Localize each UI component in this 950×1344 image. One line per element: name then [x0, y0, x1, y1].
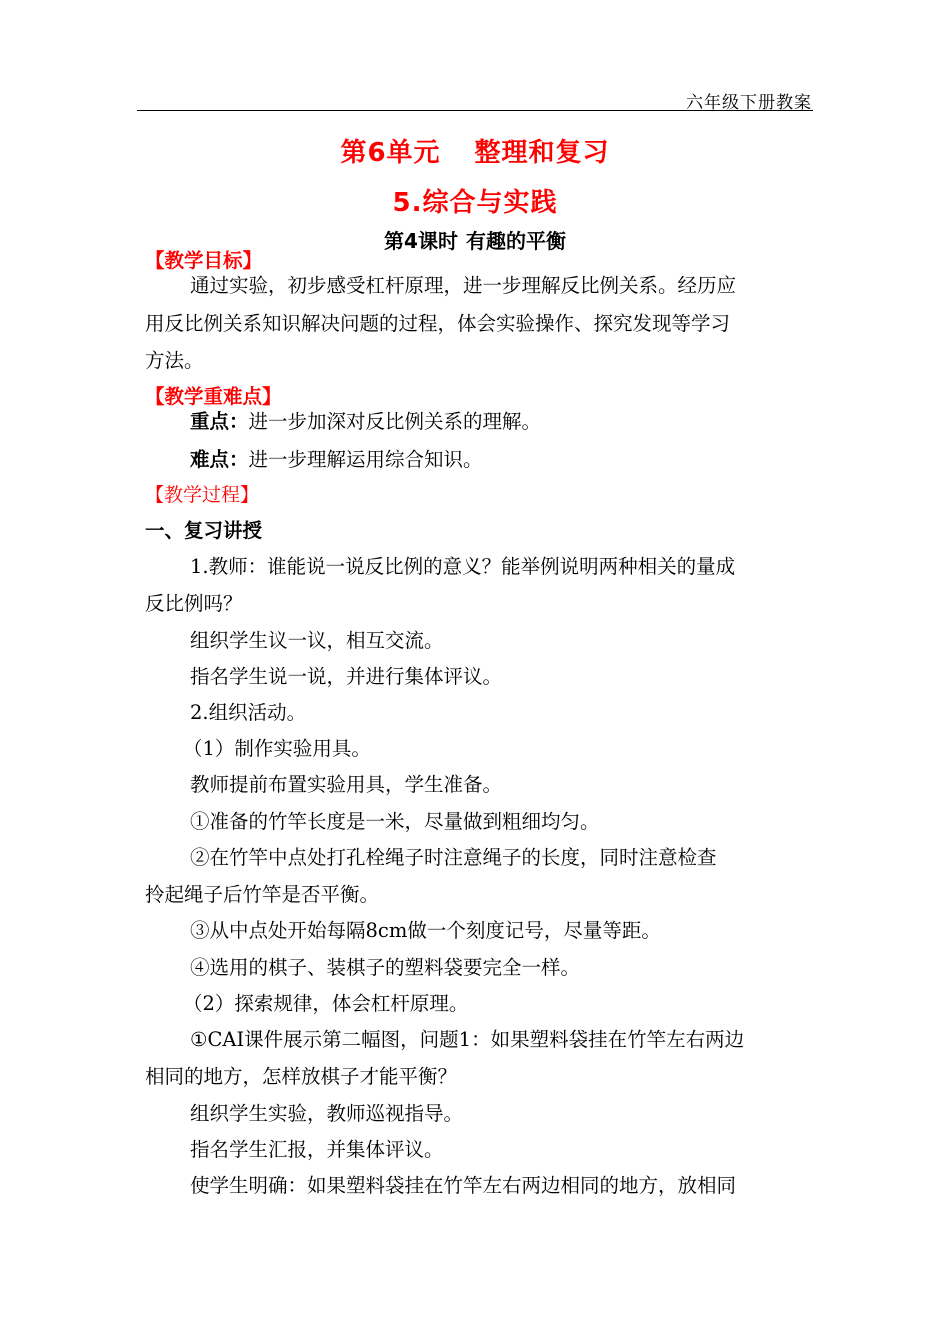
process-line: 拎起绳子后竹竿是否平衡。 — [145, 883, 380, 906]
difficulty-point — [190, 450, 815, 470]
header-label: 六年级下册教案 — [686, 93, 812, 113]
difficulty-label: 难点： — [190, 448, 249, 471]
unit-name: 整理和复习 — [474, 138, 610, 168]
process-line: ④选用的棋子、装棋子的塑料袋要完全一样。 — [190, 956, 581, 979]
process-line: 指名学生汇报，并集体评议。 — [190, 1138, 444, 1161]
lesson-number: 第4课时 — [384, 229, 458, 253]
process-line: （2）探索规律，体会杠杆原理。 — [183, 992, 469, 1015]
focus-text: 进一步加深对反比例关系的理解。 — [248, 410, 542, 433]
objectives-heading: 【教学目标】 — [145, 249, 263, 272]
process-line: ①CAI课件展示第二幅图，问题1：如果塑料袋挂在竹竿左右两边 — [190, 1028, 745, 1051]
process-line: 使学生明确：如果塑料袋挂在竹竿左右两边相同的地方，放相同 — [190, 1174, 737, 1197]
key-points-heading: 【教学重难点】 — [145, 385, 282, 408]
process-line: ③从中点处开始每隔8cm做一个刻度记号，尽量等距。 — [190, 919, 661, 942]
process-line: 指名学生说一说，并进行集体评议。 — [190, 665, 503, 688]
process-line: 组织学生议一议，相互交流。 — [190, 629, 444, 652]
focus-point — [190, 412, 815, 432]
focus-label: 重点： — [190, 410, 249, 433]
objectives-line: 用反比例关系知识解决问题的过程，体会实验操作、探究发现等学习 — [145, 312, 731, 335]
header-divider — [137, 110, 813, 111]
part1-heading: 一、复习讲授 — [145, 519, 263, 542]
section-title: 5.综合与实践 — [392, 188, 558, 218]
process-line: 2.组织活动。 — [190, 701, 307, 724]
unit-number: 第6单元 — [340, 138, 441, 168]
process-heading: 【教学过程】 — [145, 484, 260, 506]
lesson-title — [0, 225, 950, 254]
process-line: ②在竹竿中点处打孔栓绳子时注意绳子的长度，同时注意检查 — [190, 846, 717, 869]
process-line: 反比例吗？ — [145, 592, 243, 615]
process-line: 教师提前布置实验用具，学生准备。 — [190, 773, 503, 796]
process-line: 相同的地方，怎样放棋子才能平衡？ — [145, 1065, 458, 1088]
process-line: 组织学生实验，教师巡视指导。 — [190, 1102, 464, 1125]
process-line: （1）制作实验用具。 — [183, 737, 371, 760]
objectives-line: 方法。 — [145, 349, 204, 372]
process-line: ①准备的竹竿长度是一米，尽量做到粗细均匀。 — [190, 810, 600, 833]
objectives-line: 通过实验，初步感受杠杆原理，进一步理解反比例关系。经历应 — [190, 274, 737, 297]
unit-title — [0, 132, 950, 169]
lesson-name: 有趣的平衡 — [465, 229, 566, 253]
process-line: 1.教师：谁能说一说反比例的意义？能举例说明两种相关的量成 — [190, 555, 736, 578]
difficulty-text: 进一步理解运用综合知识。 — [248, 448, 483, 471]
